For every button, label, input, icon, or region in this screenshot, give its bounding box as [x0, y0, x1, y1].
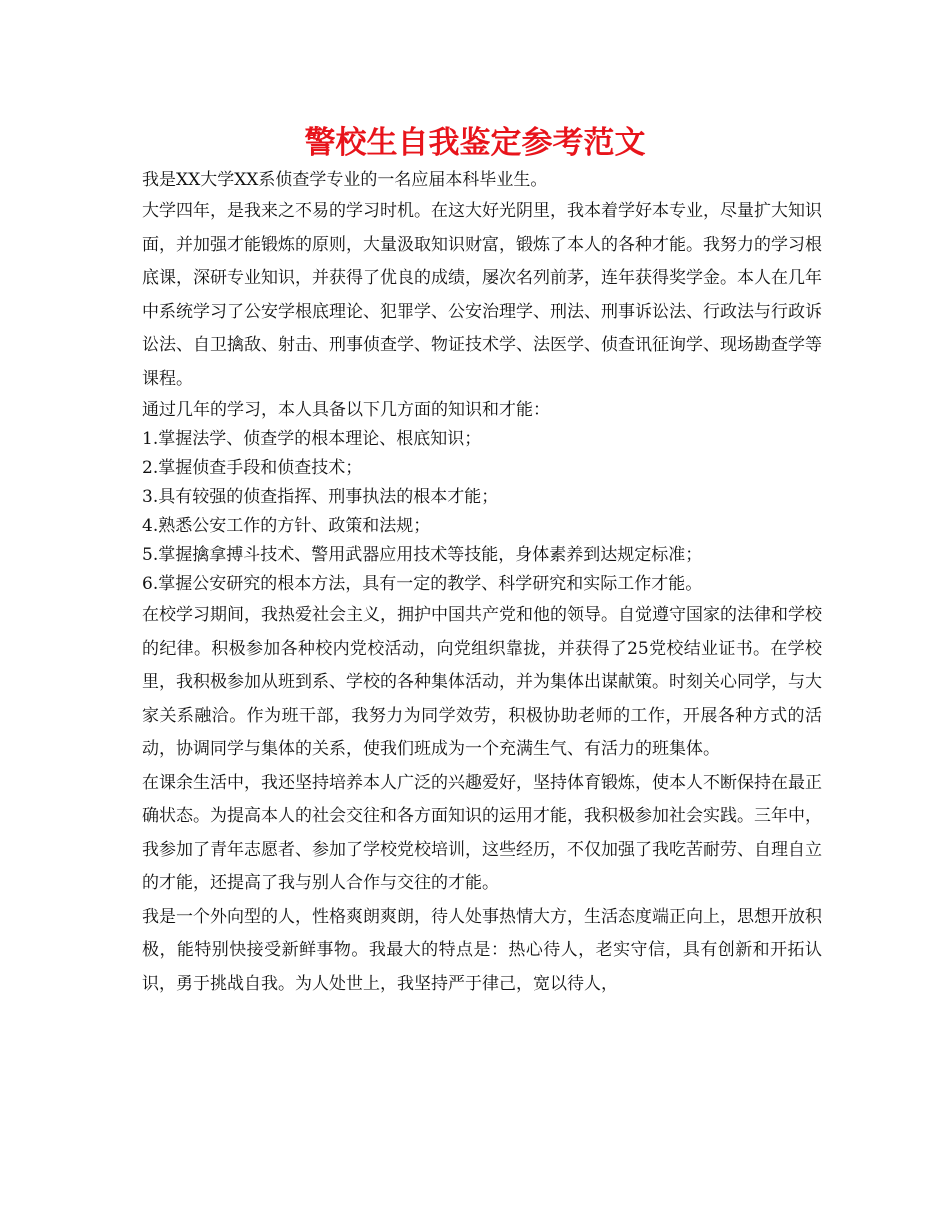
paragraph-abilities-intro: 通过几年的学习，本人具备以下几方面的知识和才能： — [142, 400, 550, 420]
list-item-4: 4.熟悉公安工作的方针、政策和法规； — [142, 516, 431, 536]
list-item-5: 5.掌握擒拿搏斗技术、警用武器应用技术等技能，身体素养到达规定标准； — [142, 545, 703, 565]
paragraph-intro: 我是XX大学XX系侦查学专业的一名应届本科毕业生。 — [142, 170, 548, 190]
paragraph-extracurricular: 在课余生活中，我还坚持培养本人广泛的兴趣爱好，坚持体育锻炼，使本人不断保持在最正确状态。为提高本人的社会交往和各方面知识的运用才能，我积极参加社会实践。三年中，我参加了青年志愿者、参加了学校党校培训，这些经历，不仅加强了我吃苦耐劳、自理自立的才能，还提高了我与别人合作与交往的才能。 — [142, 772, 822, 893]
list-item-2: 2.掌握侦查手段和侦查技术； — [142, 458, 363, 478]
paragraph-personality: 我是一个外向型的人，性格爽朗爽朗，待人处事热情大方，生活态度端正向上，思想开放积极，能特别快接受新鲜事物。我最大的特点是：热心待人，老实守信，具有创新和开拓认识，勇于挑战自我。为人处世上，我坚持严于律己，宽以待人， — [142, 906, 822, 994]
list-item-1: 1.掌握法学、侦查学的根本理论、根底知识； — [142, 429, 482, 449]
paragraph-study: 大学四年，是我来之不易的学习时机。在这大好光阴里，我本着学好本专业，尽量扩大知识面，并加强才能锻炼的原则，大量汲取知识财富，锻炼了本人的各种才能。我努力的学习根底课，深研专业知识，并获得了优良的成绩，屡次名列前茅，连年获得奖学金。本人在几年中系统学习了公安学根底理论、犯罪学、公安治理学、刑法、刑事诉讼法、行政法与行政诉讼法、自卫擒敌、射击、刑事侦查学、物证技术学、法医学、侦查讯征询学、现场勘查学等课程。 — [142, 201, 822, 389]
list-item-3: 3.具有较强的侦查指挥、刑事执法的根本才能； — [142, 487, 499, 507]
list-item-6: 6.掌握公安研究的根本方法，具有一定的教学、科学研究和实际工作才能。 — [142, 574, 703, 594]
document-body — [142, 166, 822, 1001]
document-title: 警校生自我鉴定参考范文 — [304, 125, 646, 161]
paragraph-campus-life: 在校学习期间，我热爱社会主义，拥护中国共产党和他的领导。自觉遵守国家的法律和学校的纪律。积极参加各种校内党校活动，向党组织靠拢，并获得了25党校结业证书。在学校里，我积极参加从班到系、学校的各种集体活动，并为集体出谋献策。时刻关心同学，与大家关系融洽。作为班干部，我努力为同学效劳，积极协助老师的工作，开展各种方式的活动，协调同学与集体的关系，使我们班成为一个充满生气、有活力的班集体。 — [142, 605, 822, 759]
